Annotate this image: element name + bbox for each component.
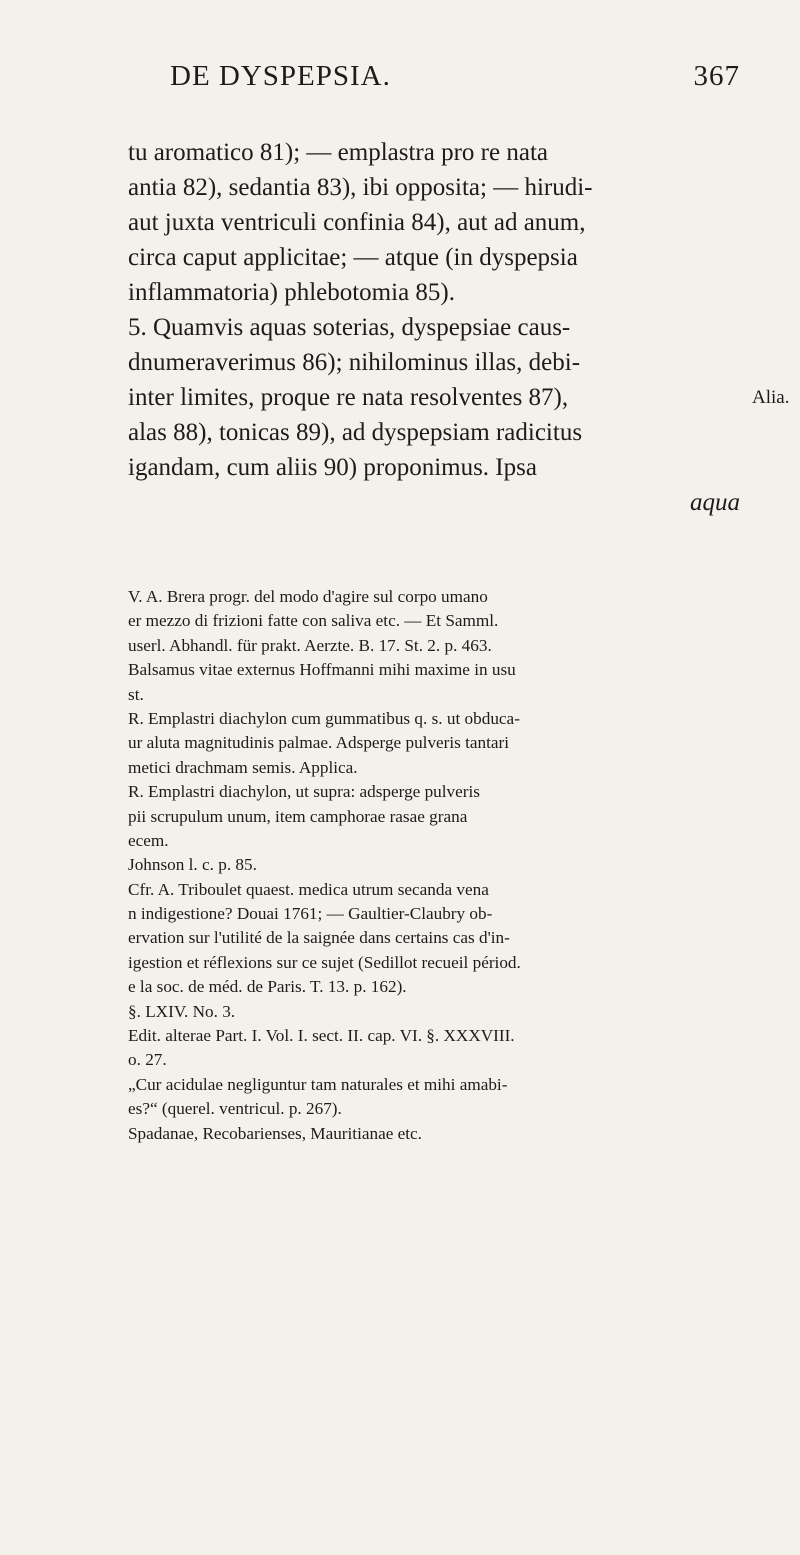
footnote-line: R. Emplastri diachylon cum gummatibus q. s. ut obduca-	[128, 708, 520, 728]
footnotes	[128, 585, 740, 1146]
text-line: alas 88), tonicas 89), ad dyspepsiam radicitus	[128, 419, 583, 446]
footnote-line: Edit. alterae Part. I. Vol. I. sect. II. cap. VI. §. XXXVIII.	[128, 1026, 515, 1046]
main-text	[128, 135, 740, 520]
page-header	[170, 60, 740, 93]
footnote-line: igestion et réflexions sur ce sujet (Sedillot recueil périod.	[128, 952, 521, 972]
footnote-line: er mezzo di frizioni fatte con saliva etc. — Et Samml.	[128, 611, 499, 631]
footnote-line: „Cur acidulae negliguntur tam naturales et mihi amabi-	[128, 1074, 508, 1094]
footnote-line: st.	[128, 684, 144, 704]
footnote-line: Cfr. A. Triboulet quaest. medica utrum secanda vena	[128, 879, 489, 899]
footnote-line: n indigestione? Douai 1761; — Gaultier-Claubry ob-	[128, 904, 493, 924]
running-title: DE DYSPEPSIA.	[170, 60, 391, 92]
footnote-line: metici drachmam semis. Applica.	[128, 757, 358, 777]
footnote-line: e la soc. de méd. de Paris. T. 13. p. 162).	[128, 977, 407, 997]
text-line: antia 82), sedantia 83), ibi opposita; — hirudi-	[128, 174, 593, 201]
text-line: tu aromatico 81); — emplastra pro re nata	[128, 139, 548, 166]
footnote-line: pii scrupulum unum, item camphorae rasae grana	[128, 806, 468, 826]
footnote-line: §. LXIV. No. 3.	[128, 1001, 236, 1021]
page-number: 367	[693, 60, 740, 92]
footnote-line: Spadanae, Recobarienses, Mauritianae etc.	[128, 1123, 422, 1143]
footnote-line: Johnson l. c. p. 85.	[128, 855, 257, 875]
text-line: inflammatoria) phlebotomia 85).	[128, 279, 455, 306]
text-line: dnumeraverimus 86); nihilominus illas, debi-	[128, 349, 581, 376]
text-line: igandam, cum aliis 90) proponimus. Ipsa	[128, 454, 537, 481]
footnote-line: es?“ (querel. ventricul. p. 267).	[128, 1099, 342, 1119]
text-line: circa caput applicitae; — atque (in dyspepsia	[128, 244, 578, 271]
footnote-line: ecem.	[128, 830, 169, 850]
catchword: aqua	[690, 489, 740, 516]
footnote-line: o. 27.	[128, 1050, 167, 1070]
footnote-line: R. Emplastri diachylon, ut supra: adsperge pulveris	[128, 782, 480, 802]
text-line: inter limites, proque re nata resolventes 87),	[128, 384, 569, 411]
footnote-line: ervation sur l'utilité de la saignée dans certains cas d'in-	[128, 928, 510, 948]
footnote-line: ur aluta magnitudinis palmae. Adsperge pulveris tantari	[128, 733, 510, 753]
footnote-line: V. A. Brera progr. del modo d'agire sul corpo umano	[128, 587, 488, 606]
footnote-line: userl. Abhandl. für prakt. Aerzte. B. 17. St. 2. p. 463.	[128, 635, 492, 655]
text-line: aut juxta ventriculi confinia 84), aut ad anum,	[128, 209, 586, 236]
text-line: 5. Quamvis aquas soterias, dyspepsiae caus-	[128, 314, 571, 341]
footnote-line: Balsamus vitae externus Hoffmanni mihi maxime in usu	[128, 660, 516, 680]
margin-note: Alia.	[752, 387, 790, 408]
